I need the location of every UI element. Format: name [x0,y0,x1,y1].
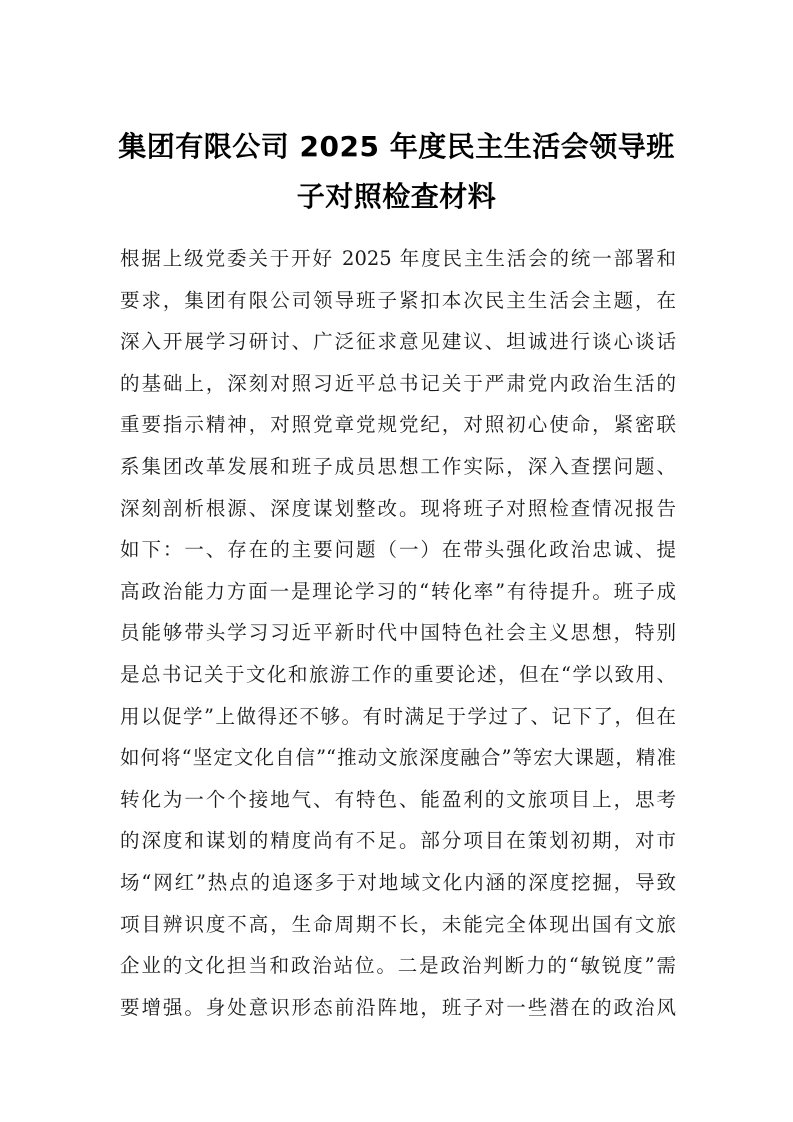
body-line: 用以促学”上做得还不够。有时满足于学过了、记下了，但在 [120,704,676,728]
body-line: 企业的文化担当和政治站位。二是政治判断力的“敏锐度”需 [120,954,676,978]
document-title [110,122,683,222]
body-line: 员能够带头学习习近平新时代中国特色社会主义思想，特别 [120,621,676,645]
body-line: 要求，集团有限公司领导班子紧扣本次民主生活会主题，在 [120,288,676,312]
body-line: 场“网红”热点的追逐多于对地域文化内涵的深度挖掘，导致 [120,870,676,894]
body-line: 项目辨识度不高，生命周期不长，未能完全体现出国有文旅 [120,912,676,936]
body-line: 是总书记关于文化和旅游工作的重要论述，但在“学以致用、 [120,662,676,686]
body-line: 转化为一个个接地气、有特色、能盈利的文旅项目上，思考 [120,787,676,811]
body-line: 如何将“坚定文化自信”“推动文旅深度融合”等宏大课题，精准 [120,746,676,770]
body-line: 深入开展学习研讨、广泛征求意见建议、坦诚进行谈心谈话 [120,330,676,354]
body-line: 如下：一、存在的主要问题（一）在带头强化政治忠诚、提 [120,538,676,562]
body-line: 要增强。身处意识形态前沿阵地，班子对一些潜在的政治风 [120,995,676,1019]
body-line: 的基础上，深刻对照习近平总书记关于严肃党内政治生活的 [120,371,676,395]
document-body [120,238,676,1028]
title-line-2: 子对照检查材料 [296,180,497,213]
body-line: 根据上级党委关于开好 2025 年度民主生活会的统一部署和 [120,247,676,270]
body-line: 的深度和谋划的精度尚有不足。部分项目在策划初期，对市 [120,829,676,853]
body-line: 高政治能力方面一是理论学习的“转化率”有待提升。班子成 [120,579,676,603]
body-line: 系集团改革发展和班子成员思想工作实际，深入查摆问题、 [120,454,676,478]
title-line-1: 集团有限公司 2025 年度民主生活会领导班 [118,130,675,163]
body-line: 重要指示精神，对照党章党规党纪，对照初心使命，紧密联 [120,413,676,437]
body-line: 深刻剖析根源、深度谋划整改。现将班子对照检查情况报告 [120,496,676,520]
